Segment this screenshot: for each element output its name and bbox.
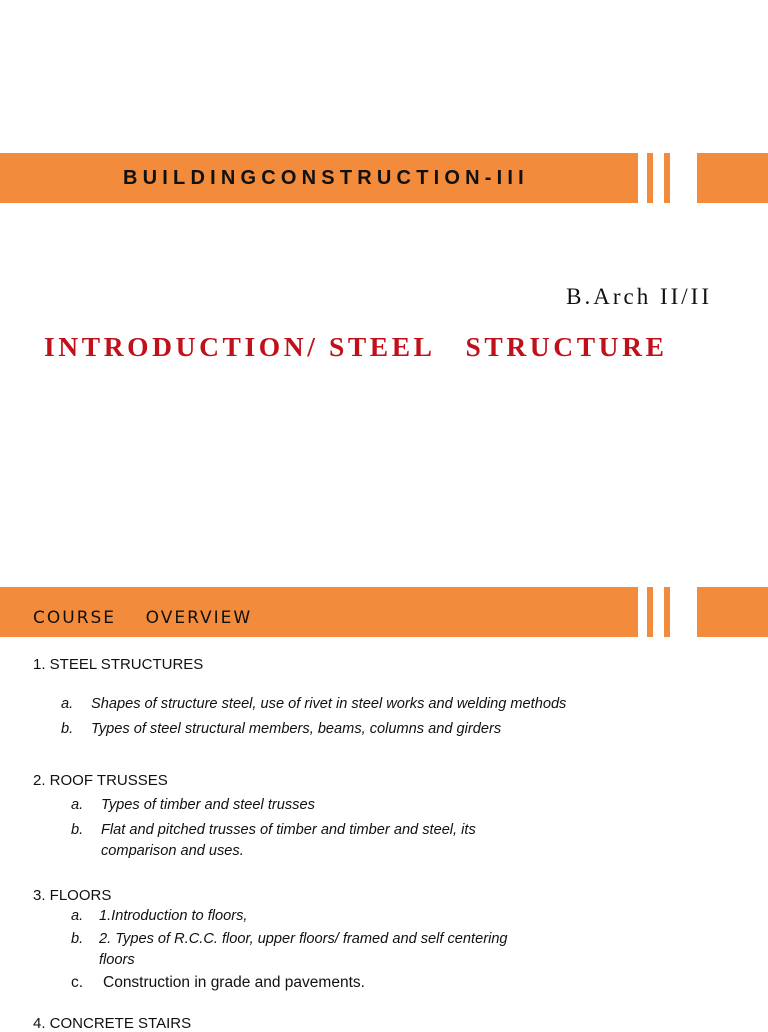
list-item: c. Construction in grade and pavements. [71, 974, 365, 991]
list-item: a. Shapes of structure steel, use of rivet in steel works and welding methods [61, 696, 567, 712]
list-item: b. Flat and pitched trusses of timber and timber and steel, its [71, 822, 476, 838]
banner-stripe [664, 587, 670, 637]
banner-stripe [647, 587, 653, 637]
section-title: 1. STEEL STRUCTURES [33, 656, 204, 673]
list-item: b. 2. Types of R.C.C. floor, upper floors/ framed and self centering [71, 931, 508, 947]
banner-stripe [664, 153, 670, 203]
section-title: 4. CONCRETE STAIRS [33, 1015, 192, 1032]
list-item: a. Types of timber and steel trusses [71, 797, 315, 813]
list-item-continuation: comparison and uses. [101, 843, 244, 859]
list-item-continuation: floors [99, 952, 135, 968]
list-item: a. 1.Introduction to floors, [71, 908, 248, 924]
list-item: b. Types of steel structural members, beams, columns and girders [61, 721, 502, 737]
section-title: 2. ROOF TRUSSES [33, 772, 168, 789]
program-label: B.Arch II/II [566, 284, 712, 309]
section-title: 3. FLOORS [33, 887, 112, 904]
course-title: BUILDINGCONSTRUCTION-III [123, 167, 529, 189]
banner-tail [697, 153, 768, 203]
banner-stripe [647, 153, 653, 203]
topic-title: INTRODUCTION/ STEEL STRUCTURE [44, 331, 668, 362]
overview-heading: COURSE OVERVIEW [33, 608, 253, 628]
banner-tail [697, 587, 768, 637]
